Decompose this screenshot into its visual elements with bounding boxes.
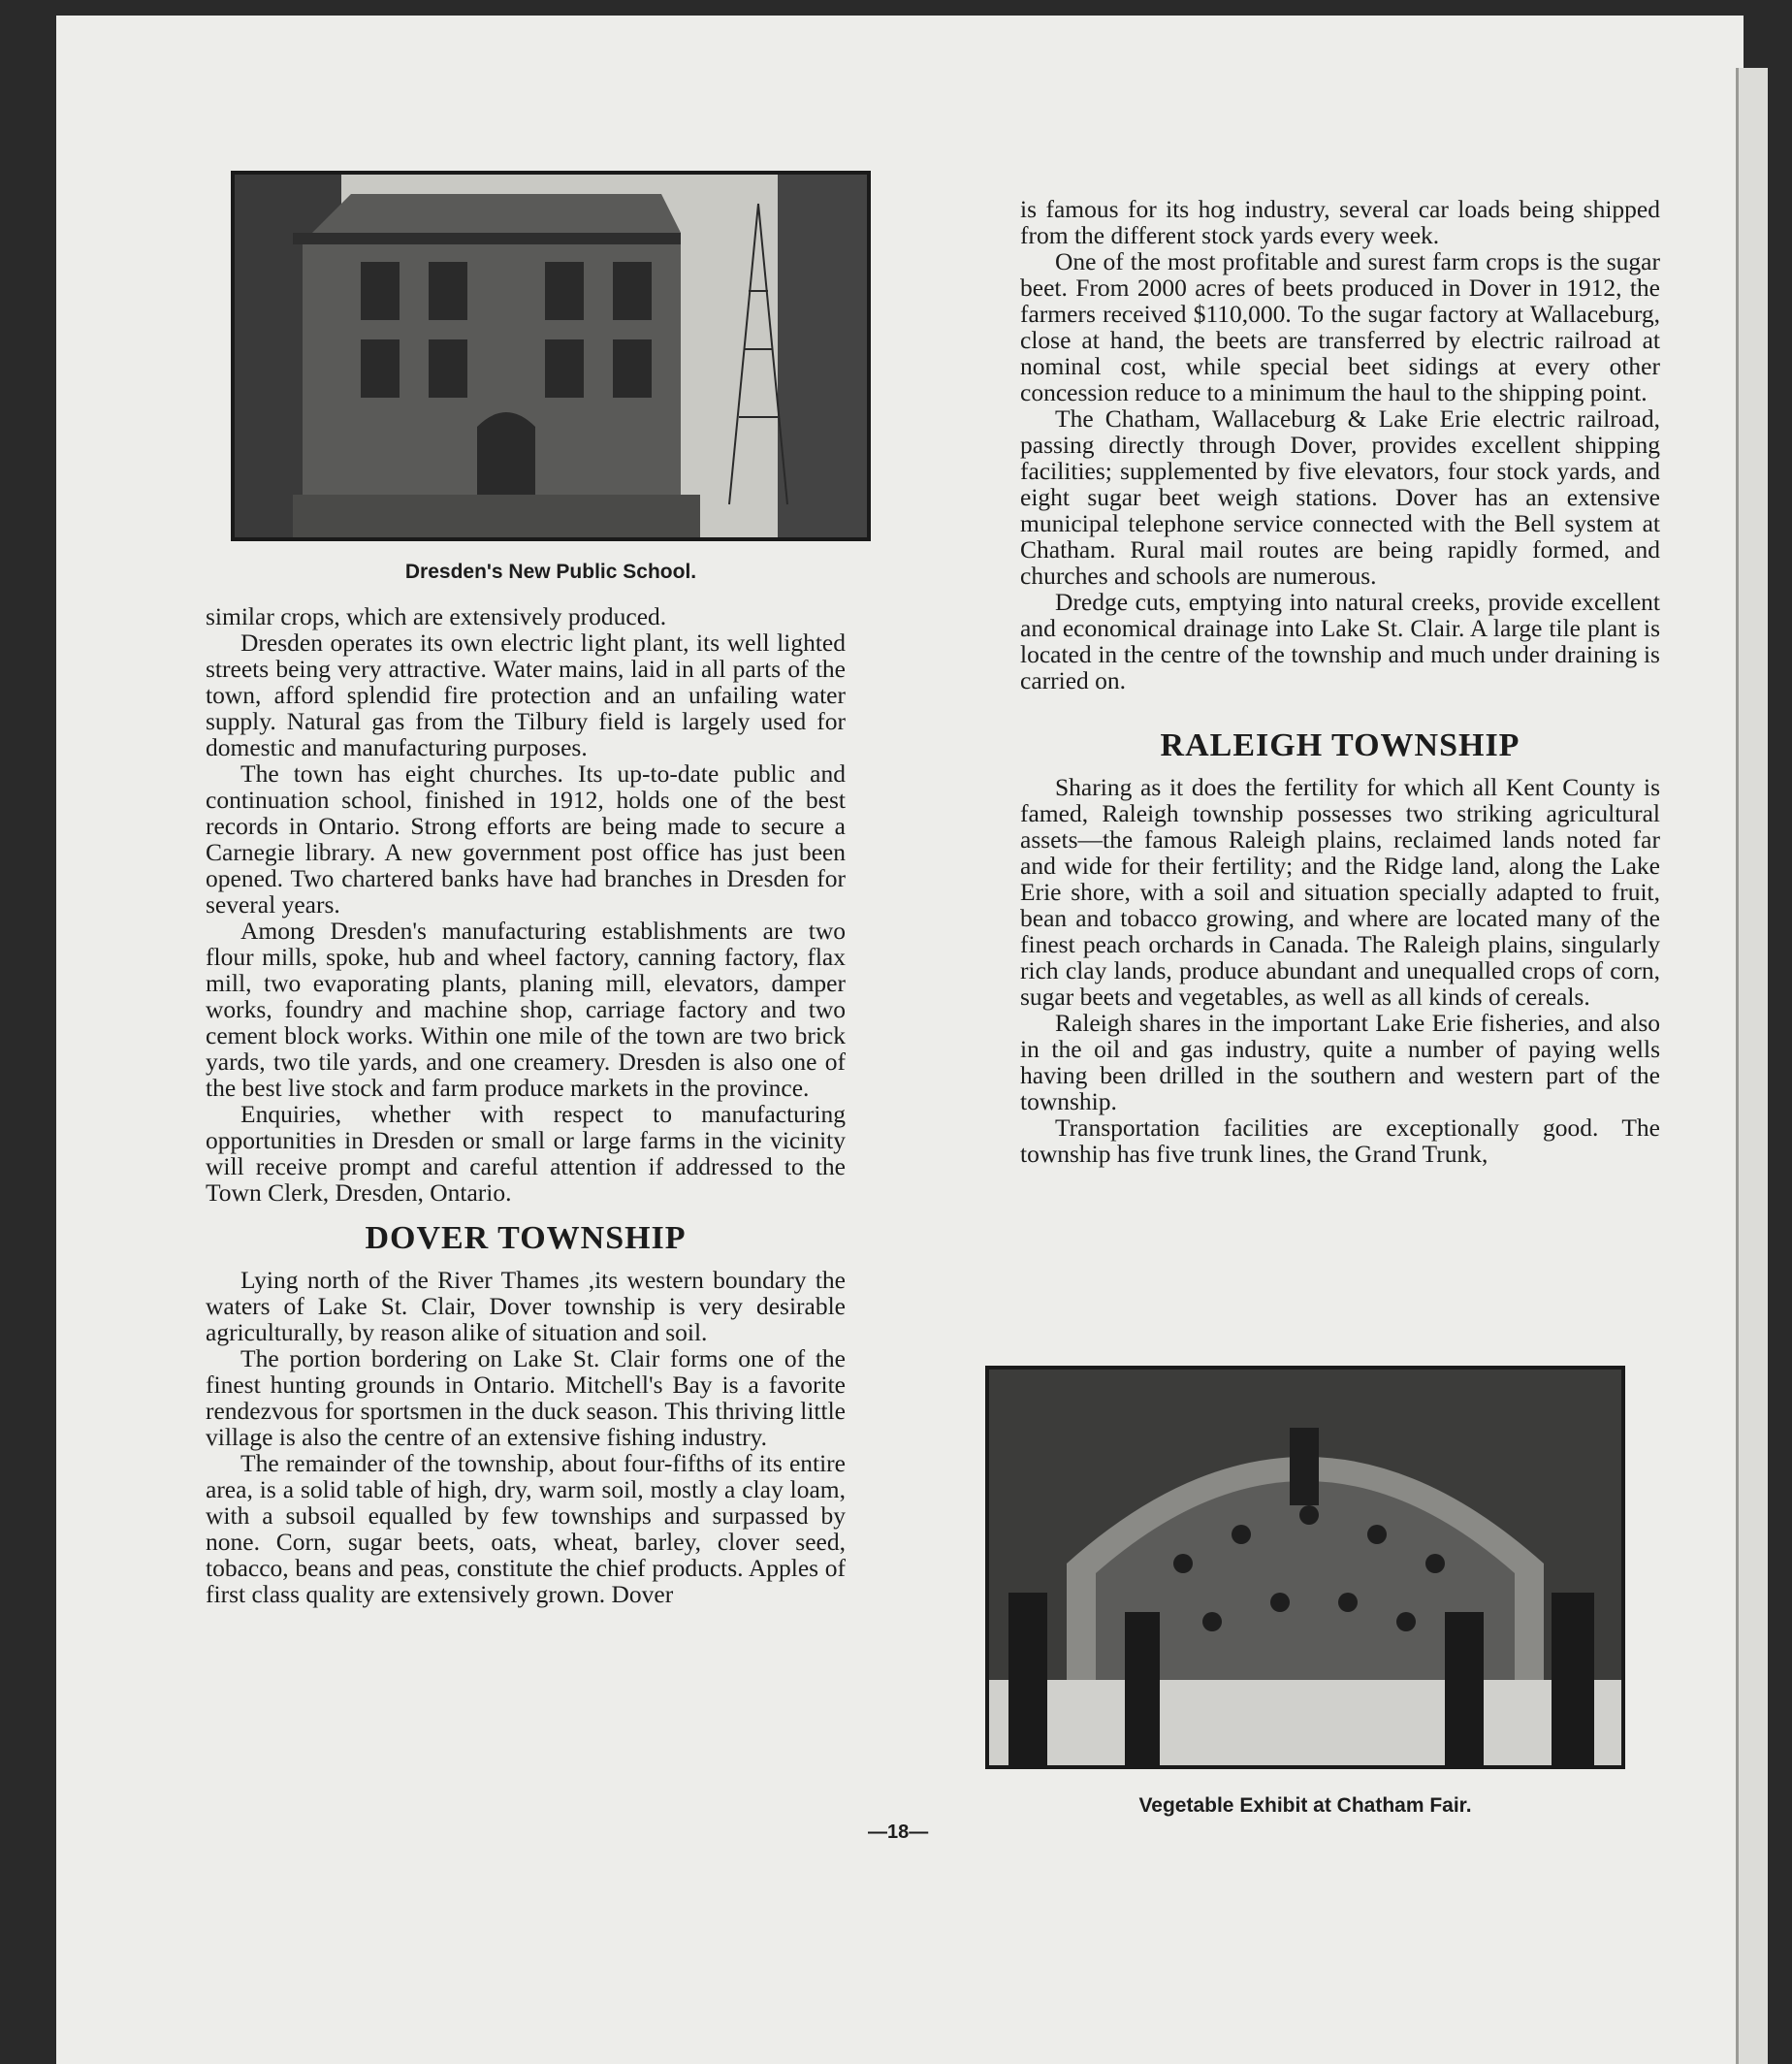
paragraph: Sharing as it does the fertility for which all Kent County is famed, Raleigh township possesses two striking agricultural assets—the famous Raleigh plains, reclaimed lands noted far and wide for their fertility; and the Ridge land, along the Lake Erie shore, with a soil and situation specially adapted to fruit, bean and tobacco growing, and where are located many of the finest peach orchards in Canada. The Raleigh plains, singularly rich clay lands, produce abundant and unequalled crops of corn, sugar beets and vegetables, as well as all kinds of cereals. xyxy=(1020,773,1660,1011)
paragraph: Lying north of the River Thames ,its western boundary the waters of Lake St. Clair, Dover township is very desirable agriculturally, by reason alike of situation and soil. xyxy=(206,1266,846,1346)
paragraph: The town has eight churches. Its up-to-date public and continuation school, finished in 1912, holds one of the best records in Ontario. Strong efforts are being made to secure a Carnegie library. A new government post office has just been opened. Two chartered banks have had branches in Dresden for several years. xyxy=(206,759,846,919)
paragraph: The remainder of the township, about four-fifths of its entire area, is a solid table of high, dry, warm soil, mostly a clay loam, with a subsoil equalled by few townships and surpassed by none. Corn, sugar beets, oats, wheat, barley, clover seed, tobacco, beans and peas, constitute the chief products. Apples of first class quality are extensively grown. Dover xyxy=(206,1449,846,1608)
paragraph: Dresden operates its own electric light plant, its well lighted streets being very attractive. Water mains, laid in all parts of the town, afford splendid fire protection and an unfailing water supply. Natural gas from the Tilbury field is largely used for domestic and manufacturing purposes. xyxy=(206,629,846,761)
section-heading-raleigh: RALEIGH TOWNSHIP xyxy=(1160,727,1520,763)
page-number: —18— xyxy=(868,1822,929,1843)
school-photo xyxy=(231,171,871,541)
left-column xyxy=(206,603,846,1607)
paragraph: is famous for its hog industry, several car loads being shipped from the different stock yards every week. xyxy=(1020,195,1660,249)
paragraph: Raleigh shares in the important Lake Erie fisheries, and also in the oil and gas industry, quite a number of paying wells having been drilled in the southern and western part of the township. xyxy=(1020,1009,1660,1115)
exhibit-photo xyxy=(985,1366,1625,1769)
right-column xyxy=(1020,196,1660,1167)
paragraph: Enquiries, whether with respect to manufacturing opportunities in Dresden or small or large farms in the vicinity will receive prompt and careful attention if addressed to the Town Clerk, Dresden, Ontario. xyxy=(206,1100,846,1207)
vegetable-exhibit-image xyxy=(989,1370,1621,1765)
exhibit-photo-caption: Vegetable Exhibit at Chatham Fair. xyxy=(1138,1794,1472,1817)
school-building-image xyxy=(235,175,867,537)
paragraph: The portion bordering on Lake St. Clair forms one of the finest hunting grounds in Ontario. Mitchell's Bay is a favorite rendezvous for sportsmen in the duck season. This thriving little village is also the centre of an extensive fishing industry. xyxy=(206,1344,846,1451)
paragraph: Among Dresden's manufacturing establishments are two flour mills, spoke, hub and wheel factory, canning factory, flax mill, two evaporating plants, planing mill, elevators, damper works, foundry and machine shop, carriage factory and two cement block works. Within one mile of the town are two brick yards, two tile yards, and one creamery. Dresden is also one of the best live stock and farm produce markets in the province. xyxy=(206,917,846,1102)
page-edge xyxy=(1736,68,1768,2064)
paragraph: Dredge cuts, emptying into natural creeks, provide excellent and economical drainage into Lake St. Clair. A large tile plant is located in the centre of the township and much under draining is carried on. xyxy=(1020,588,1660,694)
school-photo-caption: Dresden's New Public School. xyxy=(404,561,697,583)
paragraph: Transportation facilities are exceptionally good. The township has five trunk lines, the Grand Trunk, xyxy=(1020,1113,1660,1168)
paragraph: similar crops, which are extensively produced. xyxy=(206,602,667,630)
paragraph: The Chatham, Wallaceburg & Lake Erie electric railroad, passing directly through Dover, provides excellent shipping facilities; supplemented by five elevators, four stock yards, and eight sugar beet weigh stations. Dover has an extensive municipal telephone service connected with the Bell system at Chatham. Rural mail routes are being rapidly formed, and churches and schools are numerous. xyxy=(1020,404,1660,590)
paragraph: One of the most profitable and surest farm crops is the sugar beet. From 2000 acres of beets produced in Dover in 1912, the farmers received $110,000. To the sugar factory at Wallaceburg, close at hand, the beets are transferred by electric railroad at nominal cost, while special beet sidings at every other concession reduce to a minimum the haul to the shipping point. xyxy=(1020,247,1660,406)
section-heading-dover: DOVER TOWNSHIP xyxy=(365,1220,687,1256)
